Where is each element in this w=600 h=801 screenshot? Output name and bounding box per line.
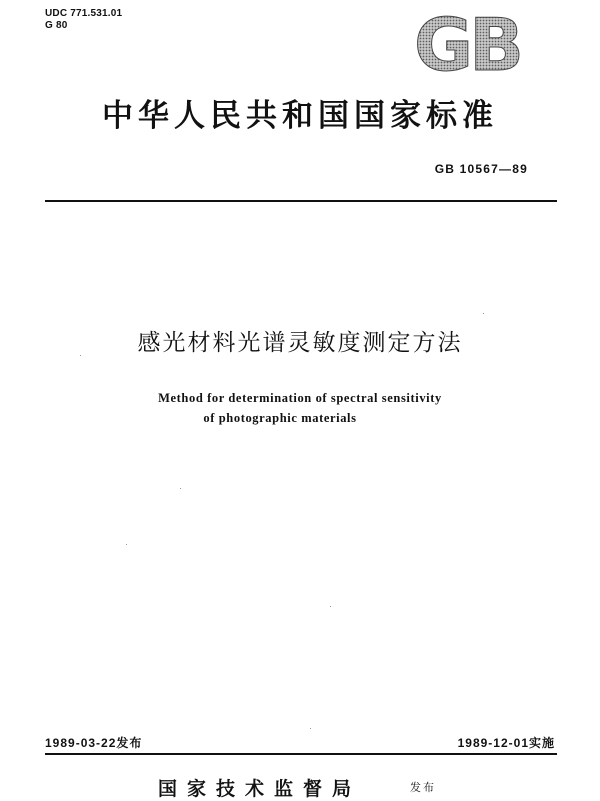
standard-number: GB 10567—89 [434,162,528,176]
title-english [0,388,600,428]
issuer-suffix: 发布 [410,781,436,794]
scan-speck [310,728,311,729]
title-chinese: 感光材料光谱灵敏度测定方法 [137,330,463,356]
gb-logo [404,10,530,76]
scan-speck [80,355,81,356]
scan-speck [180,488,181,489]
scan-speck [483,313,484,314]
udc-block [45,8,122,32]
title-english-line1: Method for determination of spectral sensitivity [158,391,442,405]
org-title: 中华人民共和国国家标准 [102,98,498,134]
publish-date: 1989-03-22发布 [45,736,143,750]
udc-code: UDC 771.531.01 [45,8,123,19]
logo-text: GB [414,10,520,76]
top-divider [45,200,557,202]
effective-date: 1989-12-01实施 [457,736,555,750]
class-code: G 80 [45,20,68,31]
scan-speck [126,544,127,545]
scan-speck [330,606,331,607]
title-english-line2: of photographic materials [203,411,357,425]
issuer-name: 国家技术监督局 [158,778,362,800]
bottom-divider [45,753,557,755]
